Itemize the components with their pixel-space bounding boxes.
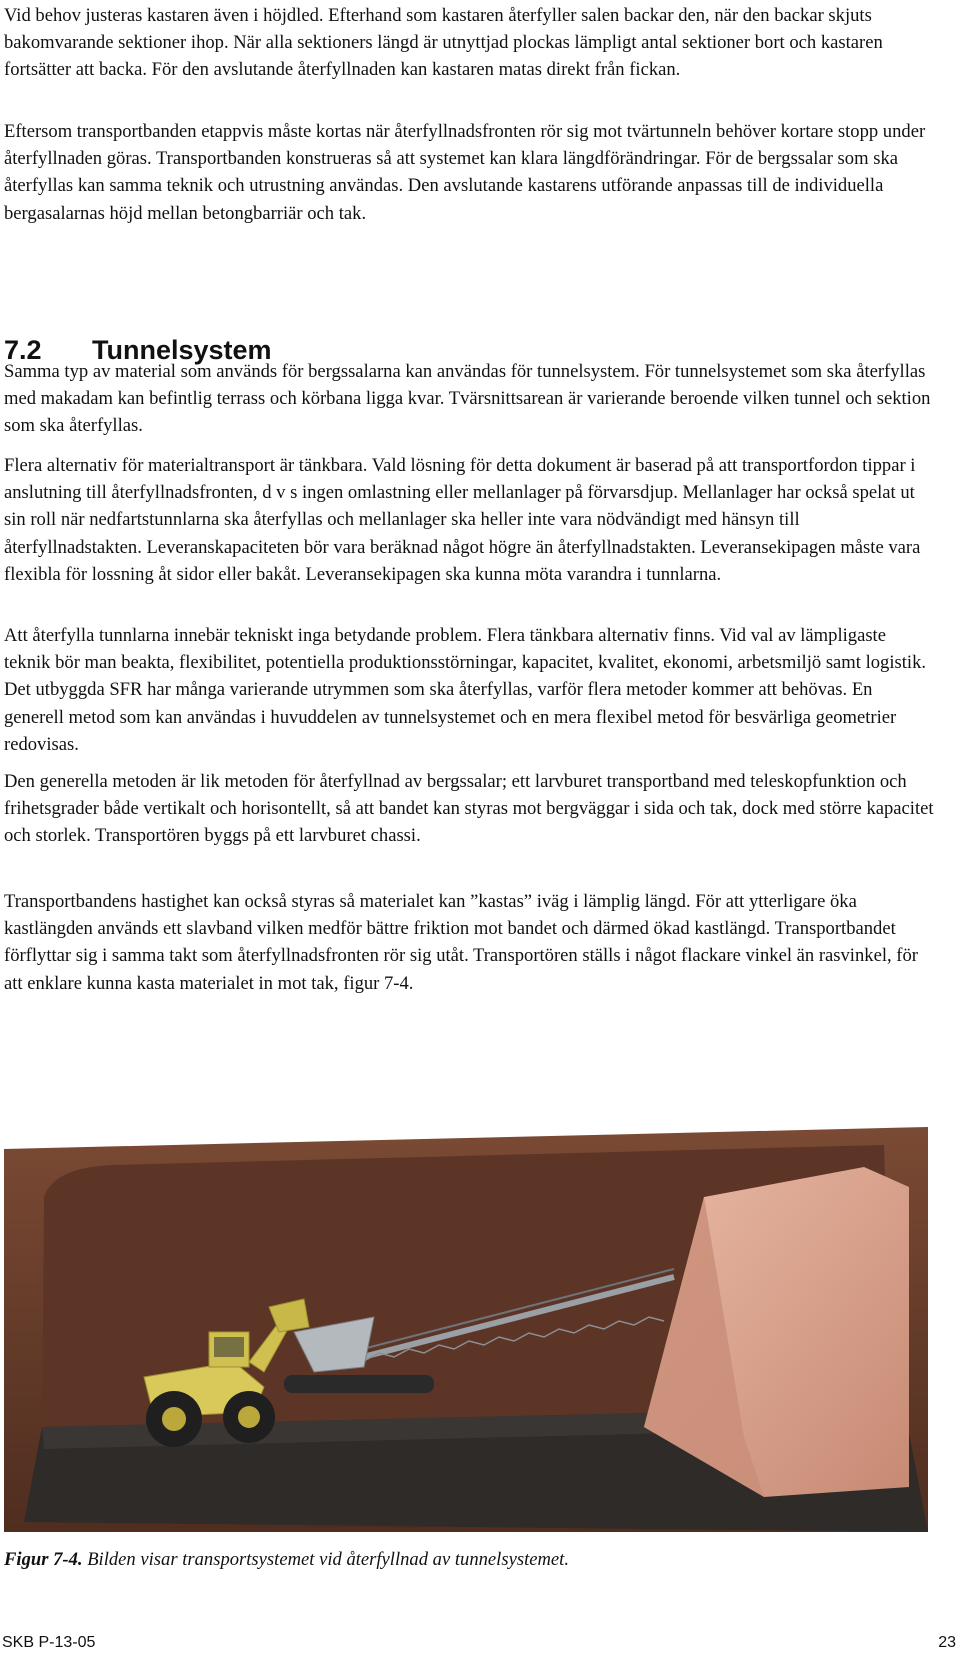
figure-caption-text: Bilden visar transportsystemet vid återfyllnad av tunnelsystemet. — [87, 1549, 569, 1570]
paragraph-3: Att återfylla tunnlarna innebär tekniskt inga betydande problem. Flera tänkbara alternativ finns. Vid val av lämpligaste teknik bör man beakta, flexibilitet, potentiella produktionsstörningar, kapacitet, kvalitet, ekonomi, arbetsmiljö samt logistik. Det utbyggda SFR har många varierande utrymmen som ska återfyllas, varför flera metoder kommer att behövas. En generell metod som kan användas i huvuddelen av tunnelsystemet och en mera flexibel metod för besvärliga geometrier redovisas. — [4, 625, 927, 755]
crawler-tracks — [284, 1375, 434, 1393]
paragraph-2: Flera alternativ för materialtransport är tänkbara. Vald lösning för detta dokument är baserad på att transportfordon tippar i anslutning till återfyllnadsfronten, d v s ingen omlastning eller mellanlager på förvarsdjup. Mellanlager har också spelat ut sin roll när nedfartstunnlarna ska återfyllas och mellanlager ska heller inte vara nödvändigt med hänsyn till återfyllnadstakten. Leveranskapaciteten bör vara beräknad något högre än återfyllnadstakten. Leveransekipagen måste vara flexibla för lossning åt sidor eller bakåt. Leveransekipagen ska kunna möta varandra i tunnlarna. — [4, 455, 921, 585]
paragraph-1: Samma typ av material som används för bergssalarna kan användas för tunnelsystem. För tunnelsystemet som ska återfyllas med makadam kan befintlig terrass och körbana ligga kvar. Tvärsnittsarean är varierande beroende vilken tunnel och sektion som ska återfyllas. — [4, 361, 931, 437]
paragraph-5: Transportbandens hastighet kan också styras så materialet kan ”kastas” iväg i lämplig längd. För att ytterligare öka kastlängden används ett slavband vilken medför bättre friktion mot bandet och därmed ökad kastlängd. Transportbandet förflyttar sig i samma takt som återfyllnadsfronten rör sig utåt. Transportören ställs i något flackare vinkel än rasvinkel, för att enklare kunna kasta materialet in mot tak, figur 7-4. — [4, 891, 918, 994]
tunnel-illustration — [4, 1127, 928, 1532]
footer-report-id: SKB P-13-05 — [2, 1634, 96, 1651]
footer-page-number: 23 — [938, 1634, 956, 1651]
figure-caption-label: Figur 7-4. — [4, 1549, 83, 1570]
section-title: Tunnelsystem — [92, 335, 272, 365]
figure-tunnel-illustration — [4, 1127, 928, 1532]
figure-caption — [4, 1548, 569, 1572]
paragraph-intro-1: Vid behov justeras kastaren även i höjdled. Efterhand som kastaren återfyller salen backar den, när den backar skjuts bakomvarande sektioner ihop. När alla sektioners längd är utnyttjad plockas lämpligt antal sektioner bort och kastaren fortsätter att backa. För den avslutande återfyllnaden kan kastaren matas direkt från fickan. — [4, 5, 883, 81]
paragraph-intro-2: Eftersom transportbanden etappvis måste kortas när återfyllnadsfronten rör sig mot tvärtunneln behöver kortare stopp under återfyllnaden göras. Transportbanden konstrueras så att systemet kan klara längdförändringar. För de bergssalar som ska återfyllas kan samma teknik och utrustning användas. Den avslutande kastarens utförande anpassas till de individuella bergasalarnas höjd mellan betongbarriär och tak. — [4, 121, 926, 224]
paragraph-4: Den generella metoden är lik metoden för återfyllnad av bergssalar; ett larvburet transportband med teleskopfunktion och frihetsgrader både vertikalt och horisontellt, så att bandet kan styras mot bergväggar i sida och tak, dock med större kapacitet och storlek. Transportören byggs på ett larvburet chassi. — [4, 771, 934, 847]
section-number: 7.2 — [4, 335, 42, 365]
